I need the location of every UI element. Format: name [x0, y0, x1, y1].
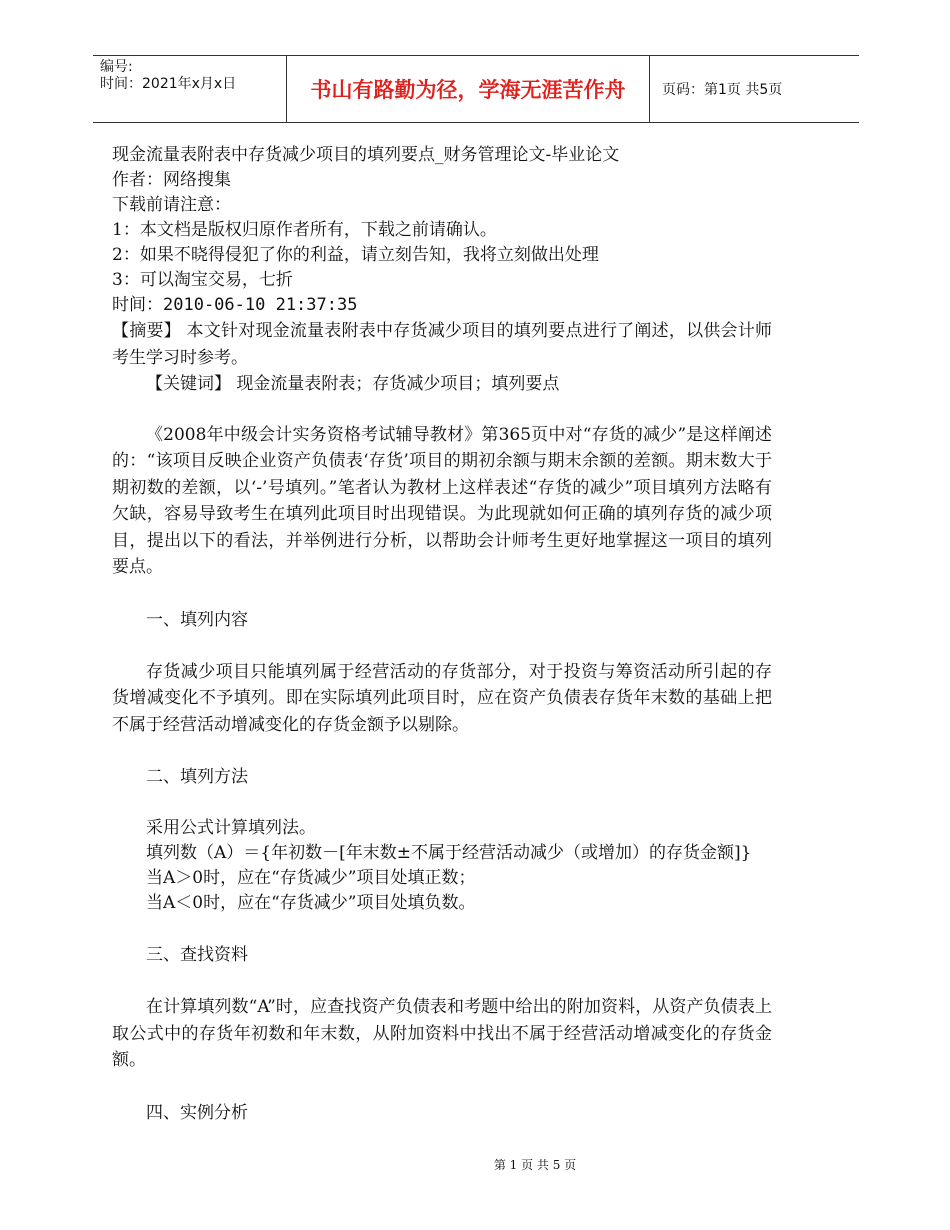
section-title: 三、查找资料	[146, 945, 248, 965]
page-footer: 第 1 页 共 5 页	[493, 1158, 577, 1172]
formula-line: 当A＜0时，应在“存货减少”项目处填负数。	[146, 893, 476, 913]
section-paragraph: 在计算填列数“A”时，应查找资产负债表和考题中给出的附加资料，从资产负债表上取公式中的存货年初数和年末数，从附加资料中找出不属于经营活动增减变化的存货金额。	[112, 997, 772, 1070]
notice-item: 2：如果不晓得侵犯了你的利益，请立刻告知，我将立刻做出处理	[112, 245, 599, 265]
formula-line: 当A＞0时，应在“存货减少”项目处填正数；	[146, 868, 476, 888]
notice-item: 3：可以淘宝交易，七折	[112, 270, 293, 290]
notice-item: 1：本文档是版权归原作者所有，下载之前请确认。	[112, 220, 497, 240]
page-header	[93, 55, 859, 123]
abstract: 【摘要】 本文针对现金流量表附表中存货减少项目的填列要点进行了阐述，以供会计师考生学习时参考。	[112, 321, 772, 368]
document-body	[112, 143, 772, 1126]
section-title: 一、填列内容	[146, 609, 248, 630]
formula-line: 填列数（A）＝{年初数－[年末数±不属于经营活动减少（或增加）的存货金额]}	[146, 843, 752, 863]
section-paragraph: 存货减少项目只能填列属于经营活动的存货部分，对于投资与筹资活动所引起的存货增减变化不予填列。即在实际填列此项目时，应在资产负债表存货年末数的基础上把不属于经营活动增减变化的存货金额予以剔除。	[112, 661, 772, 735]
notice-heading: 下载前请注意：	[112, 195, 231, 215]
section-title: 二、填列方法	[146, 767, 248, 787]
time-line: 时间：2010-06-10 21:37:35	[112, 295, 358, 315]
intro-paragraph: 《2008年中级会计实务资格考试辅导教材》第365页中对“存货的减少”是这样阐述的：“该项目反映企业资产负债表‘存货’项目的期初余额与期末余额的差额。期末数大于期初数的差额，以‘-’号填列。”笔者认为教材上这样表述“存货的减少”项目填列方法略有欠缺，容易导致考生在填列此项目时出现错误。为此现就如何正确的填列存货的减少项目，提出以下的看法，并举例进行分析，以帮助会计师考生更好地掌握这一项目的填列要点。	[112, 424, 772, 577]
header-page-info: 页码：第1页 共5页	[662, 82, 783, 98]
header-meta	[93, 56, 286, 122]
formula-line: 采用公式计算填列法。	[146, 818, 316, 838]
document-title: 现金流量表附表中存货减少项目的填列要点_财务管理论文-毕业论文	[112, 145, 620, 165]
number-label: 编号:	[100, 59, 133, 75]
header-motto: 书山有路勤为径，学海无涯苦作舟	[286, 56, 650, 122]
keywords: 【关键词】 现金流量表附表；存货减少项目；填列要点	[146, 374, 560, 394]
section-title: 四、实例分析	[146, 1102, 248, 1123]
formula-block	[112, 816, 772, 916]
document-meta	[112, 143, 772, 318]
author-line: 作者：网络搜集	[112, 170, 231, 190]
time-line: 时间：2021年x月x日	[100, 76, 237, 92]
